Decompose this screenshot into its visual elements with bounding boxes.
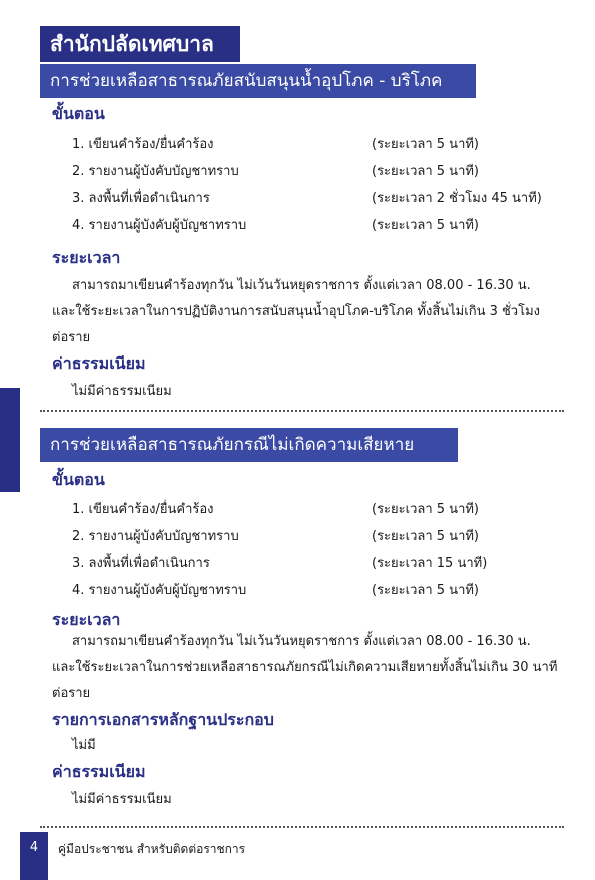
section2-title: การช่วยเหลือสาธารณภัยกรณีไม่เกิดความเสียหาย	[40, 428, 458, 462]
side-tab-marker	[0, 388, 20, 492]
section2-docs-heading: รายการเอกสารหลักฐานประกอบ	[52, 710, 274, 729]
section2-fee-text: ไม่มีค่าธรรมเนียม	[72, 792, 172, 807]
section1-period-line-2: และใช้ระยะเวลาในการปฏิบัติงานการสนับสนุนน้ำอุปโภค-บริโภค ทั้งสิ้นไม่เกิน 3 ชั่วโมง	[52, 304, 541, 319]
page-title: สำนักปลัดเทศบาล	[40, 26, 240, 62]
section-divider	[40, 826, 564, 828]
section1-period-line-3: ต่อราย	[52, 330, 91, 345]
step-duration: (ระยะเวลา 5 นาที)	[372, 529, 480, 544]
step-label: 4. รายงานผู้บังคับผู้บัญชาทราบ	[72, 583, 247, 598]
step-label: 1. เขียนคำร้อง/ยื่นคำร้อง	[72, 137, 214, 152]
step-label: 1. เขียนคำร้อง/ยื่นคำร้อง	[72, 502, 214, 517]
section1-period-heading: ระยะเวลา	[52, 248, 121, 267]
section1-fee-text: ไม่มีค่าธรรมเนียม	[72, 384, 172, 399]
section2-steps-heading: ขั้นตอน	[52, 470, 105, 489]
section1-steps-heading: ขั้นตอน	[52, 104, 105, 123]
page-number: 4	[20, 832, 48, 880]
step-label: 4. รายงานผู้บังคับผู้บัญชาทราบ	[72, 218, 247, 233]
section2-period-heading: ระยะเวลา	[52, 610, 121, 629]
section2-period-line-2: และใช้ระยะเวลาในการช่วยเหลือสาธารณภัยกรณีไม่เกิดความเสียหายทั้งสิ้นไม่เกิน 30 นาที	[52, 660, 558, 675]
footer-text: คู่มือประชาชน สำหรับติดต่อราชการ	[58, 842, 246, 856]
step-label: 3. ลงพื้นที่เพื่อดำเนินการ	[72, 556, 210, 571]
section1-period-line-1: สามารถมาเขียนคำร้องทุกวัน ไม่เว้นวันหยุดราชการ ตั้งแต่เวลา 08.00 - 16.30 น.	[72, 278, 531, 293]
step-duration: (ระยะเวลา 5 นาที)	[372, 502, 480, 517]
section2-period-line-3: ต่อราย	[52, 686, 91, 701]
step-duration: (ระยะเวลา 15 นาที)	[372, 556, 488, 571]
section1-title: การช่วยเหลือสาธารณภัยสนับสนุนน้ำอุปโภค - บริโภค	[40, 64, 476, 98]
step-duration: (ระยะเวลา 5 นาที)	[372, 137, 480, 152]
step-duration: (ระยะเวลา 5 นาที)	[372, 583, 480, 598]
step-label: 3. ลงพื้นที่เพื่อดำเนินการ	[72, 191, 210, 206]
step-duration: (ระยะเวลา 5 นาที)	[372, 164, 480, 179]
step-duration: (ระยะเวลา 2 ชั่วโมง 45 นาที)	[372, 191, 542, 206]
step-label: 2. รายงานผู้บังคับบัญชาทราบ	[72, 164, 239, 179]
section1-fee-heading: ค่าธรรมเนียม	[52, 354, 146, 373]
section2-period-line-1: สามารถมาเขียนคำร้องทุกวัน ไม่เว้นวันหยุดราชการ ตั้งแต่เวลา 08.00 - 16.30 น.	[72, 634, 531, 649]
section2-docs-text: ไม่มี	[72, 738, 96, 753]
step-duration: (ระยะเวลา 5 นาที)	[372, 218, 480, 233]
step-label: 2. รายงานผู้บังคับบัญชาทราบ	[72, 529, 239, 544]
section2-fee-heading: ค่าธรรมเนียม	[52, 762, 146, 781]
section-divider	[40, 410, 564, 412]
